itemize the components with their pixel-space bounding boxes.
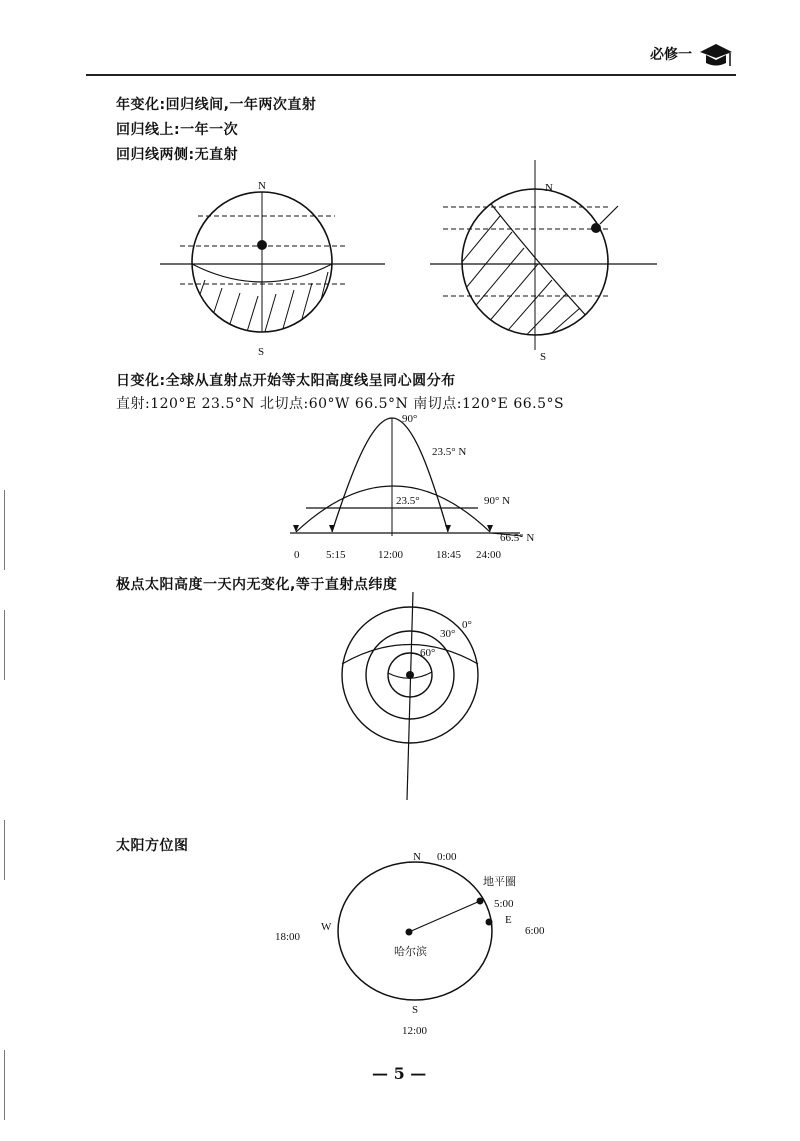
label-peak: 90° [402, 413, 418, 425]
label-time-0: 0:00 [437, 851, 457, 863]
label-horizon: 地平圈 [483, 875, 516, 888]
text-tropic-line: 回归线上:一年一次 [116, 122, 239, 138]
page-number: — 5 — [372, 1064, 427, 1083]
tick-label: 12:00 [378, 549, 404, 561]
label-0deg: 0° [462, 619, 472, 631]
horizon-circle [338, 862, 492, 1000]
label-alt-23-5: 23.5° [396, 495, 420, 507]
label-30deg: 30° [440, 628, 456, 640]
tick-label: 0 [294, 549, 300, 561]
label-lat-23-5: 23.5° N [432, 446, 467, 458]
section-header: 必修一 [650, 47, 692, 63]
label-time-6: 6:00 [525, 925, 545, 937]
tick-label: 5:15 [326, 549, 346, 561]
sun-6am-marker [486, 919, 493, 926]
tick-label: 24:00 [476, 549, 502, 561]
label-south: S [258, 346, 265, 358]
sun-direction-line [409, 901, 480, 932]
label-west: W [321, 921, 332, 933]
label-south: S [540, 351, 547, 363]
label-north: N [545, 182, 553, 194]
label-city: 哈尔滨 [394, 945, 427, 958]
text-daily-change: 日变化:全球从直射点开始等太阳高度线呈同心圆分布 [116, 373, 456, 389]
text-outside-tropic: 回归线两侧:无直射 [116, 147, 239, 163]
text-pole-altitude: 极点太阳高度一天内无变化,等于直射点纬度 [116, 577, 398, 593]
label-north: N [258, 180, 266, 192]
label-60deg: 60° [420, 647, 436, 659]
label-time-18: 18:00 [275, 931, 301, 943]
text-annual-change: 年变化:回归线间,一年两次直射 [116, 97, 317, 113]
sun-5am-marker [477, 898, 484, 905]
label-south: S [412, 1004, 419, 1016]
label-time-5: 5:00 [494, 898, 514, 910]
label-lat-66-5: 66.5° N [500, 532, 535, 544]
label-time-12: 12:00 [402, 1025, 428, 1037]
label-lat-90: 90° N [484, 495, 511, 507]
text-sun-azimuth-title: 太阳方位图 [116, 838, 189, 854]
label-north: N [413, 851, 421, 863]
tick-label: 18:45 [436, 549, 462, 561]
label-east: E [505, 914, 512, 926]
text-direct-points: 直射:120°E 23.5°N 北切点:60°W 66.5°N 南切点:120°E 66.5°S [116, 396, 565, 412]
